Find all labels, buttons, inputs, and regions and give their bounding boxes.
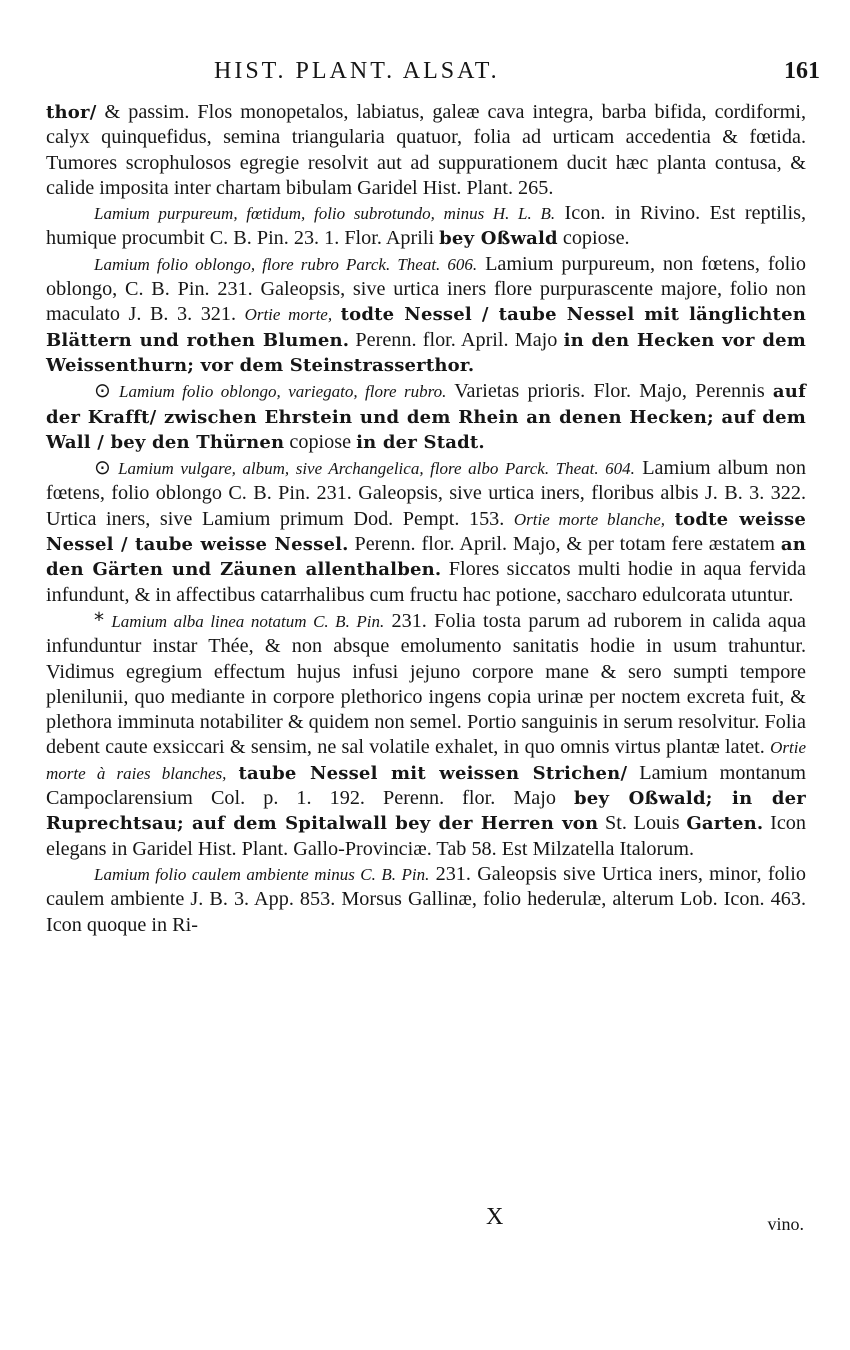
roman-text	[665, 508, 675, 530]
italic-text: Ortie morte blanche,	[513, 509, 666, 529]
roman-text: Lamium album non fœtens, folio oblongo C. B. Pin. 231. Galeopsis, sive urtica iners, floribus albis J. B. 3. 322. Urtica iners, sive Lamium primum Dod. Pempt. 153.	[46, 457, 806, 530]
fraktur-text: in den Hecken vor dem Weissenthurn; vor dem Steinstrasserthor.	[46, 329, 807, 376]
italic-text: Lamium folio oblongo, flore rubro Parck. Theat. 606.	[94, 254, 478, 274]
paragraph	[46, 862, 806, 938]
paragraph	[46, 201, 806, 252]
paragraph	[46, 455, 806, 608]
italic-text: Lamium alba linea notatum C. B. Pin.	[111, 611, 385, 631]
roman-text: Icon. in Rivino. Est reptilis, humique procumbit C. B. Pin. 23. 1. Flor. Aprili	[46, 202, 806, 250]
fraktur-text: taube Nessel mit weissen Strichen/	[238, 762, 628, 784]
roman-text: & passim. Flos monopetalos, labiatus, galeæ cava integra, barba bifida, cordiformi, calyx quinquefidus, semina triangularia quatuor, folia ad urticam accedentia & fœtida. Tumores scrophulosos egregie resolvit aut ad suppurationem ducit hæc planta contusa, & calide imposita inter chartam bibulam Garidel Hist. Plant. 265.	[46, 101, 806, 199]
fraktur-text: in der Stadt.	[356, 431, 485, 453]
page-header	[46, 52, 820, 92]
paragraph	[46, 252, 806, 378]
signature-mark: X	[486, 1204, 504, 1230]
asterisk-marker: *	[94, 607, 104, 632]
roman-text: St. Louis	[598, 812, 687, 835]
italic-text: Ortie morte,	[244, 305, 333, 325]
roman-text: Lamium montanum Campoclarensium Col. p. 1. 192. Perenn. flor. Majo	[46, 761, 806, 810]
italic-text: Lamium vulgare, album, sive Archangelica, flore albo Parck. Theat. 604.	[118, 459, 635, 479]
roman-text	[226, 762, 238, 784]
fraktur-text: thor/	[46, 102, 97, 123]
fraktur-text: Garten.	[686, 813, 764, 835]
fraktur-text: todte weisse Nessel / taube weisse Nessel.	[46, 508, 807, 556]
roman-text: Perenn. flor. April. Majo, & per totam fere æstatem	[348, 533, 781, 556]
fraktur-text: todte Nessel / taube Nessel mit länglichten Blättern und rothen Blumen.	[46, 304, 807, 351]
fraktur-text: auf der Krafft/ zwischen Ehrstein und dem Rhein an denen Hecken; auf dem Wall / bey den Thürnen	[46, 381, 807, 453]
roman-text: 231. Galeopsis sive Urtica iners, minor, folio caulem ambiente J. B. 3. App. 853. Morsus Gallinæ, folio hederulæ, alterum Lob. Icon. 463. Icon quoque in Ri-	[46, 862, 806, 936]
page	[46, 52, 820, 938]
fraktur-text: bey Oßwald; in der Ruprechtsau; auf dem Spitalwall bey der Herren von	[46, 788, 806, 835]
paragraph	[46, 100, 806, 201]
roman-text	[332, 303, 341, 325]
italic-text: Lamium folio oblongo, variegato, flore rubro.	[119, 382, 447, 402]
roman-text: Varietas prioris. Flor. Majo, Perennis	[446, 380, 773, 403]
italic-text: Lamium purpureum, fœtidum, folio subrotundo, minus H. L. B.	[94, 204, 556, 224]
fraktur-text: an den Gärten und Zäunen allenthalben.	[46, 534, 806, 581]
italic-text: Lamium folio caulem ambiente minus C. B. Pin.	[94, 864, 430, 884]
roman-text: 231. Folia tosta parum ad ruborem in calida aqua infunduntur instar Thée, & non absque emolumento sanitatis hodie in usum trahuntur. Vidimus egregium effectum hujus infusi jejuno corpore mane & sero sumpti tempore plenilunii, quo mediante in corpore plethorico ingens copia urinæ per noctem excreta fuit, & plethora imminuta notabiliter & quidem non semel. Portio sanguinis in serum resolvitur. Folia debent caute exsiccari & sensim, ne sal volatile exhalet, in quo omnis virtus plantæ latet.	[46, 609, 807, 759]
roman-text: Flores siccatos multi hodie in aqua fervida infundunt, & in affectibus catarrhalibus cum fructu hac potione, saccharo edulcorata utuntur.	[46, 558, 806, 606]
circle-dot-marker: ⊙	[94, 378, 111, 403]
italic-text: Ortie morte à raies blanches,	[46, 738, 806, 783]
circle-dot-marker: ⊙	[94, 455, 111, 480]
roman-text: copiose.	[557, 227, 630, 250]
roman-text: Perenn. flor. April. Majo	[349, 328, 564, 351]
running-head: HIST. PLANT. ALSAT.	[214, 58, 500, 84]
roman-text: Lamium purpureum, non fœtens, folio oblongo, C. B. Pin. 231. Galeopsis, sive urtica iners flore purpurascente majore, folio non maculato J. B. 3. 321.	[46, 252, 806, 326]
roman-text: copiose	[284, 430, 357, 453]
paragraph	[46, 608, 806, 862]
catchword: vino.	[767, 1214, 804, 1234]
page-number: 161	[784, 58, 820, 84]
fraktur-text: bey Oßwald	[439, 228, 558, 250]
body-text	[46, 100, 806, 938]
paragraph	[46, 378, 806, 455]
roman-text: Icon elegans in Garidel Hist. Plant. Gallo-Provinciæ. Tab 58. Est Milzatella Italorum.	[46, 812, 806, 860]
